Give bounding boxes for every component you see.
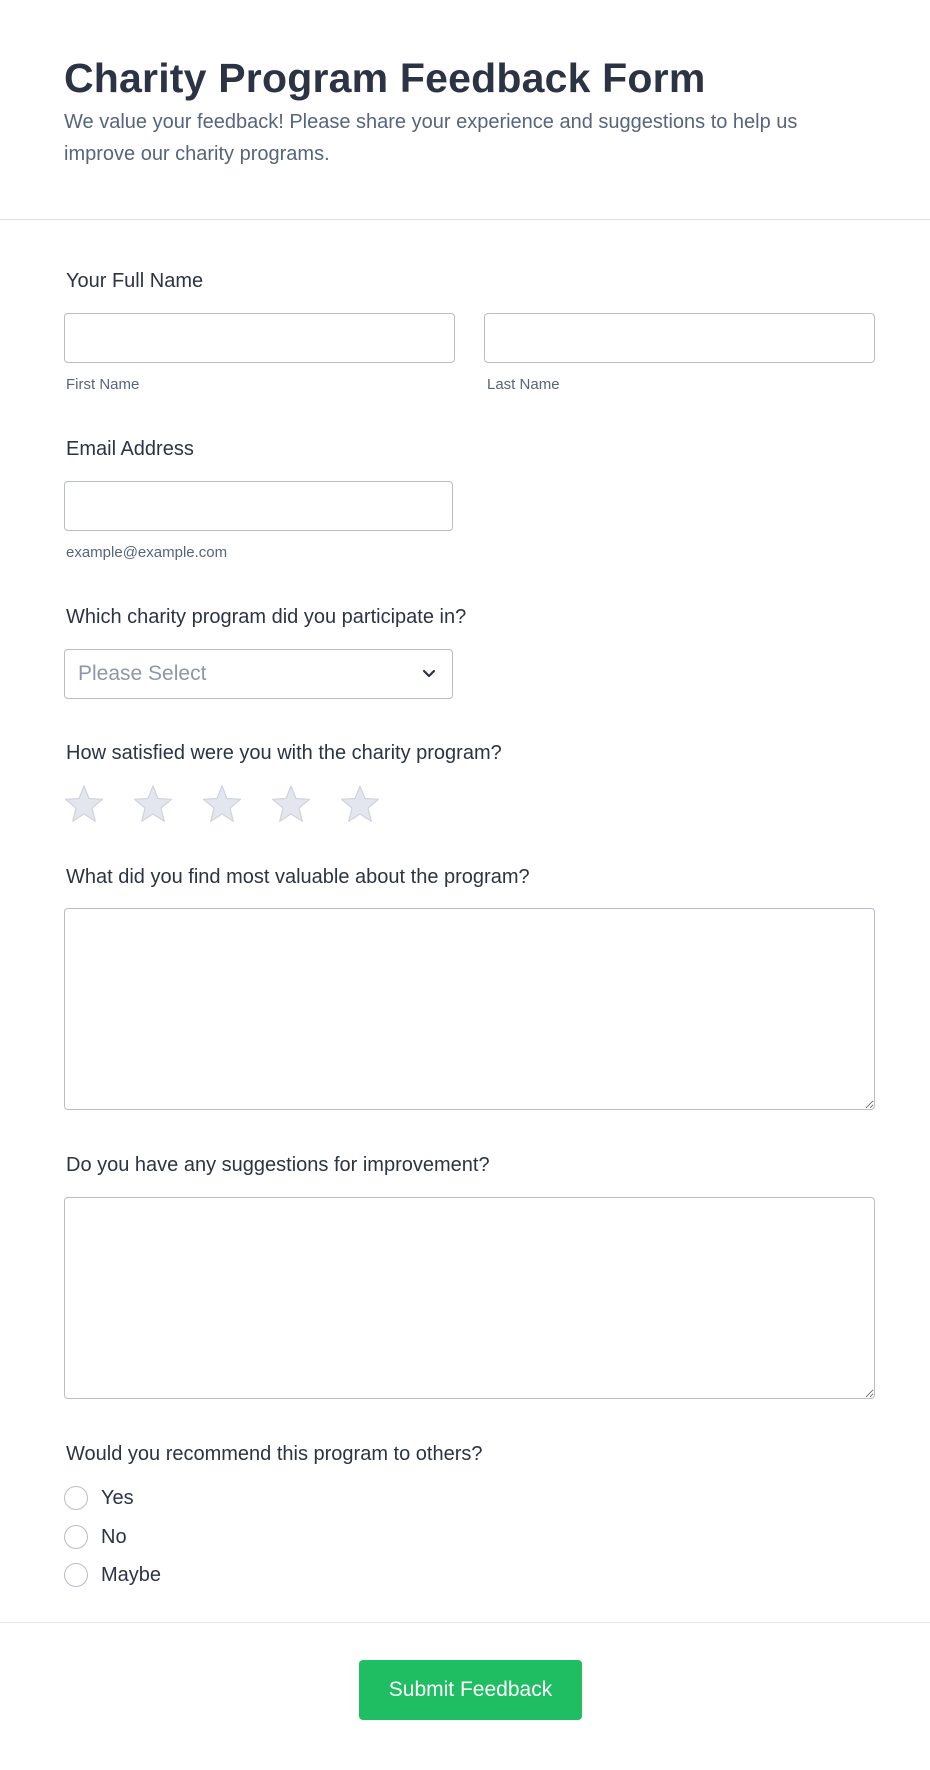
suggestions-label: Do you have any suggestions for improvement? bbox=[66, 1154, 490, 1176]
email-label: Email Address bbox=[66, 438, 194, 460]
star-icon[interactable] bbox=[202, 784, 242, 824]
full-name-label: Your Full Name bbox=[66, 270, 204, 292]
program-label: Which charity program did you participate in? bbox=[66, 606, 467, 628]
radio-button[interactable] bbox=[64, 1563, 88, 1587]
first-name-input[interactable] bbox=[64, 313, 455, 363]
submit-feedback-button[interactable]: Submit Feedback bbox=[359, 1660, 582, 1720]
program-select[interactable] bbox=[64, 649, 453, 699]
radio-option-yes[interactable] bbox=[64, 1486, 264, 1512]
page-title: Charity Program Feedback Form bbox=[64, 55, 706, 101]
first-name-sublabel: First Name bbox=[66, 376, 140, 393]
suggestions-textarea[interactable] bbox=[64, 1197, 875, 1399]
star-icon[interactable] bbox=[64, 784, 104, 824]
star-icon[interactable] bbox=[133, 784, 173, 824]
radio-option-maybe[interactable] bbox=[64, 1563, 264, 1589]
valuable-label: What did you find most valuable about the program? bbox=[66, 866, 530, 888]
email-field[interactable] bbox=[64, 481, 453, 531]
radio-label-no: No bbox=[101, 1526, 127, 1548]
last-name-sublabel: Last Name bbox=[487, 376, 560, 393]
star-icon[interactable] bbox=[271, 784, 311, 824]
last-name-input[interactable] bbox=[484, 313, 875, 363]
valuable-textarea[interactable] bbox=[64, 908, 875, 1110]
radio-label-maybe: Maybe bbox=[101, 1564, 162, 1586]
radio-button[interactable] bbox=[64, 1525, 88, 1549]
program-select-value: Please Select bbox=[78, 662, 207, 685]
email-sublabel: example@example.com bbox=[66, 544, 228, 561]
star-rating bbox=[64, 784, 424, 824]
chevron-down-icon bbox=[420, 664, 438, 682]
radio-option-no[interactable] bbox=[64, 1525, 264, 1551]
page-subtitle: We value your feedback! Please share your experience and suggestions to help us improve our charity programs. bbox=[64, 111, 798, 165]
form-header bbox=[0, 0, 930, 220]
recommend-label: Would you recommend this program to others? bbox=[66, 1443, 483, 1465]
satisfaction-label: How satisfied were you with the charity program? bbox=[66, 742, 502, 764]
radio-label-yes: Yes bbox=[101, 1487, 134, 1509]
radio-button[interactable] bbox=[64, 1486, 88, 1510]
star-icon[interactable] bbox=[340, 784, 380, 824]
